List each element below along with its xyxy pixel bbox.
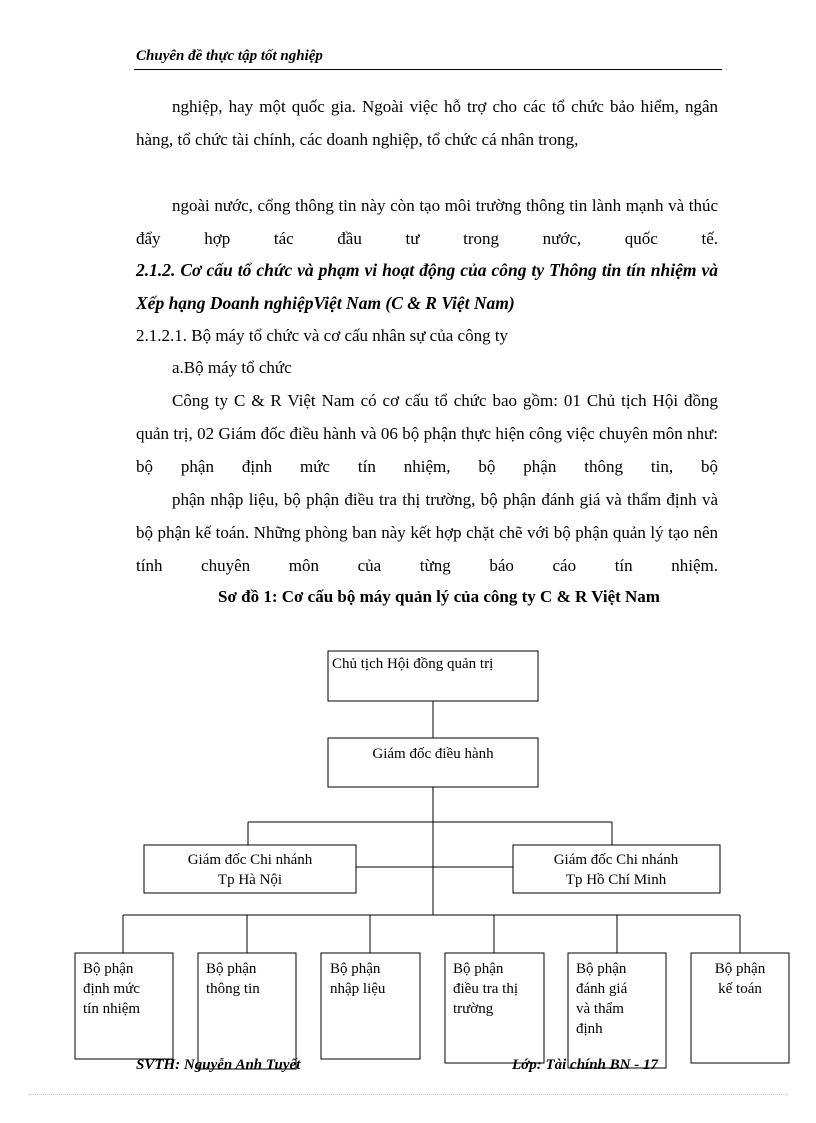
item-a-heading: a.Bộ máy tổ chức xyxy=(172,358,292,377)
header-title: Chuyên đề thực tập tốt nghiệp xyxy=(136,48,323,64)
paragraph-4-text: phận nhập liệu, bộ phận điều tra thị trường, bộ phận đánh giá và thẩm định và bộ phận kế toán. Những phòng ban này kết hợp chặt chẽ với bộ phận quản lý tạo nên tính chuyên môn của từng báo cáo tín nhiệm. xyxy=(136,490,718,575)
footer-student: SVTH: Nguyễn Anh Tuyết xyxy=(136,1057,301,1073)
dept-appraisal-line-3: và thẩm xyxy=(576,1001,624,1017)
dept-information-line-1: Bộ phận xyxy=(206,961,257,977)
director-label: Giám đốc điều hành xyxy=(372,746,494,762)
dept-market-survey-line-2: điều tra thị xyxy=(453,981,518,997)
dept-market-survey-line-3: trường xyxy=(453,1001,494,1017)
dept-credit-rating-line-2: định mức xyxy=(83,981,140,997)
dept-credit-rating-line-3: tín nhiệm xyxy=(83,1001,141,1017)
branch-hanoi-line-2: Tp Hà Nội xyxy=(217,872,283,888)
chairman-label: Chủ tịch Hội đồng quản trị xyxy=(332,656,494,672)
footer-class: Lớp: Tài chính BN - 17 xyxy=(512,1057,658,1073)
paragraph-1-text: nghiệp, hay một quốc gia. Ngoài việc hỗ trợ cho các tổ chức bảo hiểm, ngân hàng, tổ chức tài chính, các doanh nghiệp, tổ chức cá nhân trong, xyxy=(136,97,718,149)
dept-accounting-line-2: kế toán xyxy=(718,981,762,997)
branch-hanoi-line-1: Giám đốc Chi nhánh xyxy=(187,852,313,868)
dept-appraisal-line-2: đánh giá xyxy=(576,981,628,997)
diagram-caption-text: Sơ đồ 1: Cơ cấu bộ máy quản lý của công ty C & R Việt Nam xyxy=(218,587,660,606)
paragraph-2-text: ngoài nước, cổng thông tin này còn tạo môi trường thông tin lành mạnh và thúc đẩy hợp tác đầu tư trong nước, quốc tế. xyxy=(136,196,718,248)
subsection-heading: 2.1.2.1. Bộ máy tổ chức và cơ cấu nhân sự của công ty xyxy=(136,326,509,345)
dept-appraisal-line-4: định xyxy=(576,1021,603,1037)
dept-information-line-2: thông tin xyxy=(206,981,260,997)
paragraph-3-text: Công ty C & R Việt Nam có cơ cấu tổ chức bao gồm: 01 Chủ tịch Hội đồng quản trị, 02 Giám đốc điều hành và 06 bộ phận thực hiện công việc chuyên môn như: bộ phận định mức tín nhiệm, bộ phận thông tin, bộ xyxy=(136,391,718,476)
dept-data-entry-line-1: Bộ phận xyxy=(330,961,381,977)
branch-hcm-line-2: Tp Hồ Chí Minh xyxy=(565,872,667,888)
dept-accounting-line-1: Bộ phận xyxy=(714,961,766,977)
branch-hcm-line-1: Giám đốc Chi nhánh xyxy=(553,852,679,868)
dept-credit-rating-line-1: Bộ phận xyxy=(83,961,134,977)
dept-data-entry-line-2: nhập liệu xyxy=(330,981,386,997)
dept-appraisal-line-1: Bộ phận xyxy=(576,961,627,977)
section-heading: 2.1.2. Cơ cấu tổ chức và phạm vi hoạt động của công ty Thông tin tín nhiệm và Xếp hạng Doanh nghiệpViệt Nam (C & R Việt Nam) xyxy=(136,260,718,313)
dept-market-survey-line-1: Bộ phận xyxy=(453,961,504,977)
page-bottom-dotted-rule xyxy=(28,1094,788,1095)
